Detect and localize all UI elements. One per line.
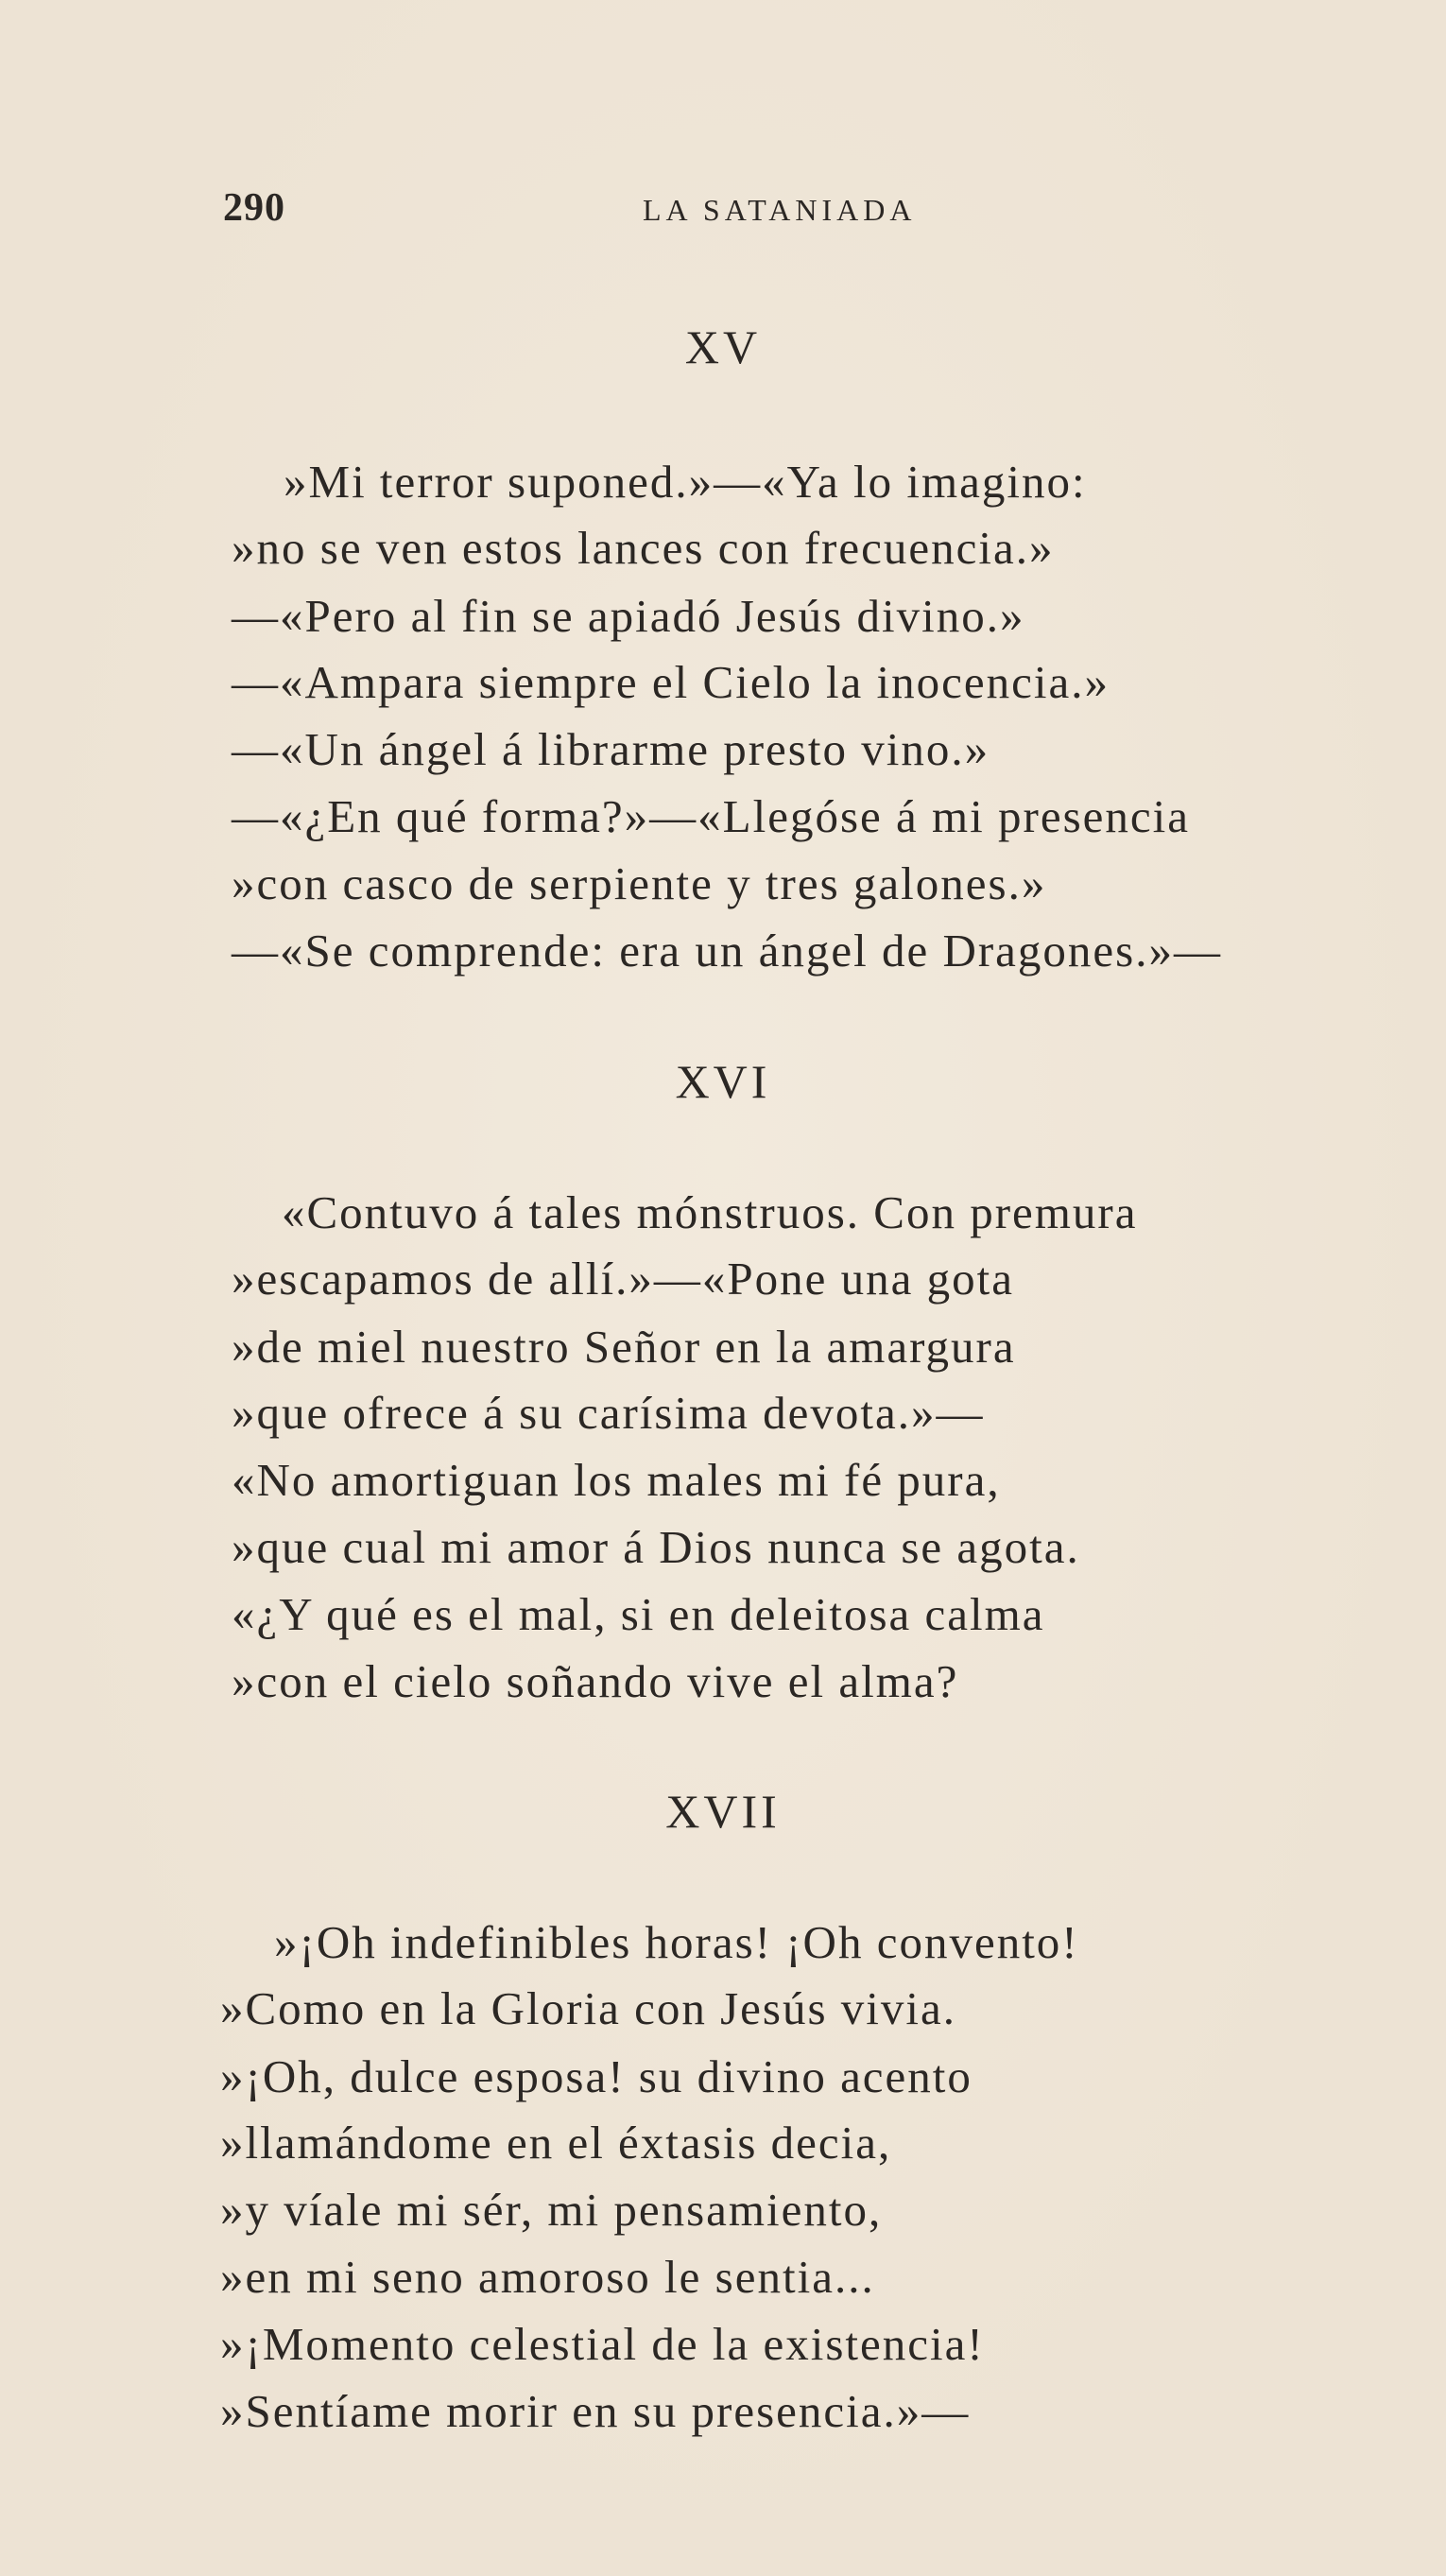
running-title: LA SATANIADA	[643, 193, 917, 227]
stanza-heading-xvi: XVI	[675, 1055, 771, 1108]
page-number: 290	[223, 186, 285, 230]
verse-line: »con el cielo soñando vive el alma?	[232, 1655, 959, 1707]
verse-line: »¡Oh indefinibles horas! ¡Oh convento!	[274, 1916, 1079, 1968]
verse-line: »y víale mi sér, mi pensamiento,	[220, 2184, 883, 2236]
verse-line: —«Un ángel á librarme presto vino.»	[232, 723, 990, 775]
verse-line: «No amortiguan los males mi fé pura,	[232, 1454, 1001, 1506]
verse-line: »que cual mi amor á Dios nunca se agota.	[232, 1521, 1080, 1573]
running-head	[0, 185, 1446, 242]
verse-line: »con casco de serpiente y tres galones.»	[232, 857, 1047, 909]
stanza-heading-xv: XV	[684, 320, 762, 373]
verse-line: «Contuvo á tales mónstruos. Con premura	[282, 1186, 1138, 1238]
verse-line: —«Ampara siempre el Cielo la inocencia.»	[232, 656, 1110, 708]
verse-line: »Sentíame morir en su presencia.»—	[220, 2385, 971, 2437]
verse-line: «¿Y qué es el mal, si en deleitosa calma	[232, 1588, 1045, 1640]
verse-line: »llamándome en el éxtasis decia,	[220, 2117, 892, 2169]
verse-line: —«Se comprende: era un ángel de Dragones.»—	[232, 925, 1222, 977]
verse-line: »escapamos de allí.»—«Pone una gota	[232, 1253, 1014, 1305]
verse-line: »de miel nuestro Señor en la amargura	[232, 1321, 1016, 1373]
verse-line: »no se ven estos lances con frecuencia.»	[232, 522, 1055, 574]
verse-line: »en mi seno amoroso le sentia...	[220, 2251, 875, 2303]
verse-line: »¡Oh, dulce esposa! su divino acento	[220, 2050, 973, 2102]
verse-line: »¡Momento celestial de la existencia!	[220, 2318, 985, 2370]
verse-line: »Como en la Gloria con Jesús vivia.	[220, 1982, 957, 2034]
verse-line: »Mi terror suponed.»—«Ya lo imagino:	[284, 456, 1087, 508]
verse-line: »que ofrece á su carísima devota.»—	[232, 1387, 985, 1439]
stanza-heading-xvii: XVII	[665, 1785, 781, 1838]
verse-line: —«Pero al fin se apiadó Jesús divino.»	[232, 590, 1025, 642]
verse-line: —«¿En qué forma?»—«Llegóse á mi presencia	[232, 790, 1191, 842]
